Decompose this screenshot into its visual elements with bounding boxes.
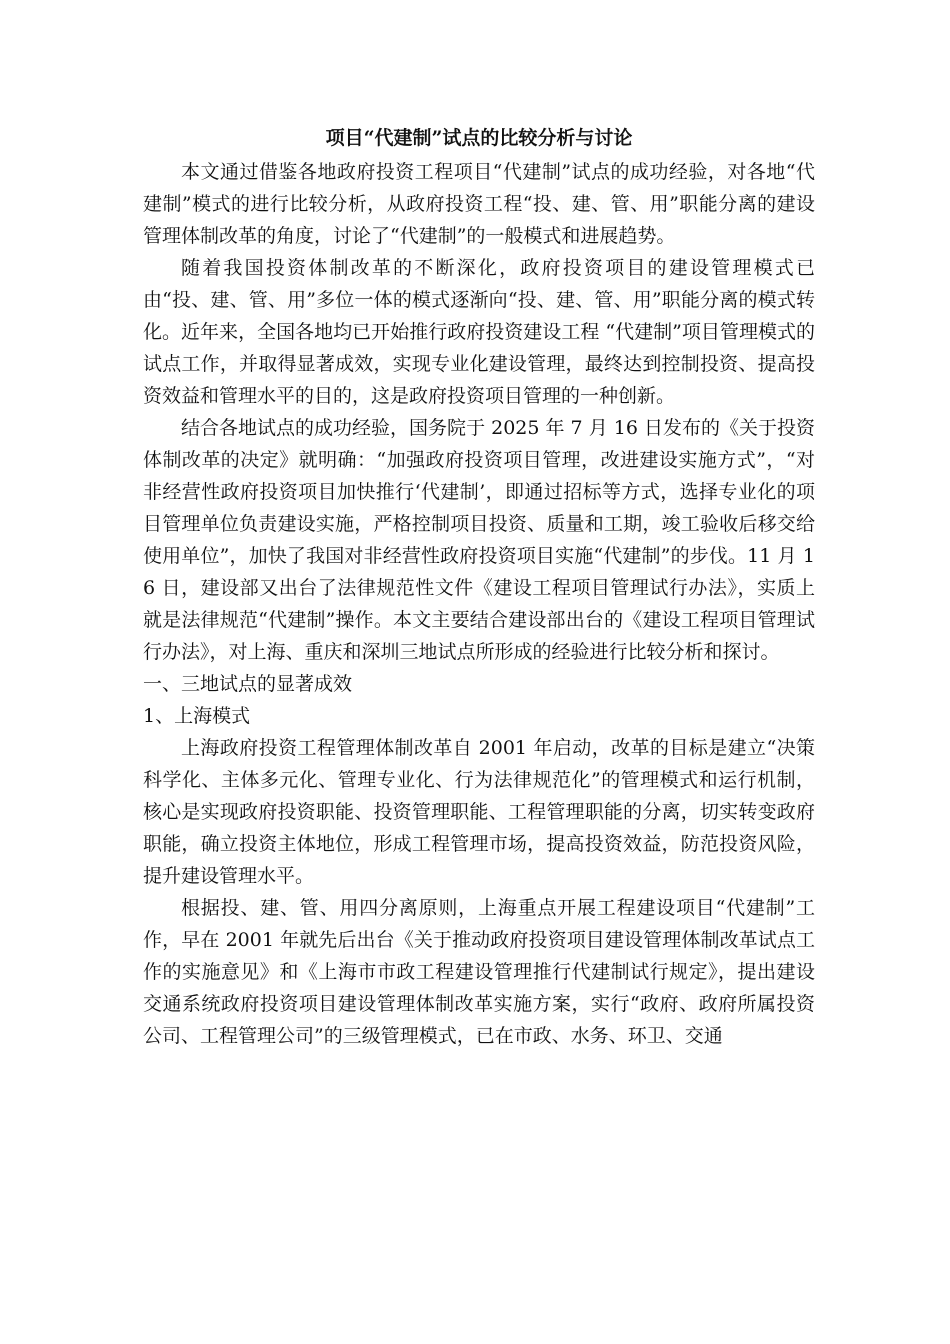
document-title: 项目“代建制”试点的比较分析与讨论 [325,127,633,149]
body-paragraph: 随着我国投资体制改革的不断深化，政府投资项目的建设管理模式已由“投、建、管、用”多位一体的模式逐渐向“投、建、管、用”职能分离的模式转化。近年来，全国各地均已开始推行政府投资建设工程 “代建制”项目管理模式的试点工作，并取得显著成效，实现专业化建设管理，最终达到控制投资、提高投资效益和管理水平的目的，这是政府投资项目管理的一种创新。 [143,257,815,407]
section-heading: 一、三地试点的显著成效 [143,673,353,695]
document-body [143,122,815,1052]
abstract-paragraph: 本文通过借鉴各地政府投资工程项目“代建制”试点的成功经验，对各地“代建制”模式的进行比较分析，从政府投资工程“投、建、管、用”职能分离的建设管理体制改革的角度，讨论了“代建制”的一般模式和进展趋势。 [143,161,815,247]
body-paragraph: 根据投、建、管、用四分离原则，上海重点开展工程建设项目“代建制”工作，早在 2001 年就先后出台《关于推动政府投资项目建设管理体制改革试点工作的实施意见》和《上海市市政工程建设管理推行代建制试行规定》，提出建设交通系统政府投资项目建设管理体制改革实施方案，实行“政府、政府所属投资公司、工程管理公司”的三级管理模式，已在市政、水务、环卫、交通 [143,897,815,1047]
body-paragraph: 结合各地试点的成功经验，国务院于 2025 年 7 月 16 日发布的《关于投资体制改革的决定》就明确：“加强政府投资项目管理，改进建设实施方式”，“对非经营性政府投资项目加快推行‘代建制’，即通过招标等方式，选择专业化的项目管理单位负责建设实施，严格控制项目投资、质量和工期，竣工验收后移交给使用单位”，加快了我国对非经营性政府投资项目实施“代建制”的步伐。11 月 16 日，建设部又出台了法律规范性文件《建设工程项目管理试行办法》，实质上就是法律规范“代建制”操作。本文主要结合建设部出台的《建设工程项目管理试行办法》，对上海、重庆和深圳三地试点所形成的经验进行比较分析和探讨。 [143,417,815,663]
body-paragraph: 上海政府投资工程管理体制改革自 2001 年启动，改革的目标是建立“决策科学化、主体多元化、管理专业化、行为法律规范化”的管理模式和运行机制，核心是实现政府投资职能、投资管理职能、工程管理职能的分离，切实转变政府职能，确立投资主体地位，形成工程管理市场，提高投资效益，防范投资风险，提升建设管理水平。 [143,737,815,887]
subsection-heading: 1、上海模式 [143,705,251,727]
